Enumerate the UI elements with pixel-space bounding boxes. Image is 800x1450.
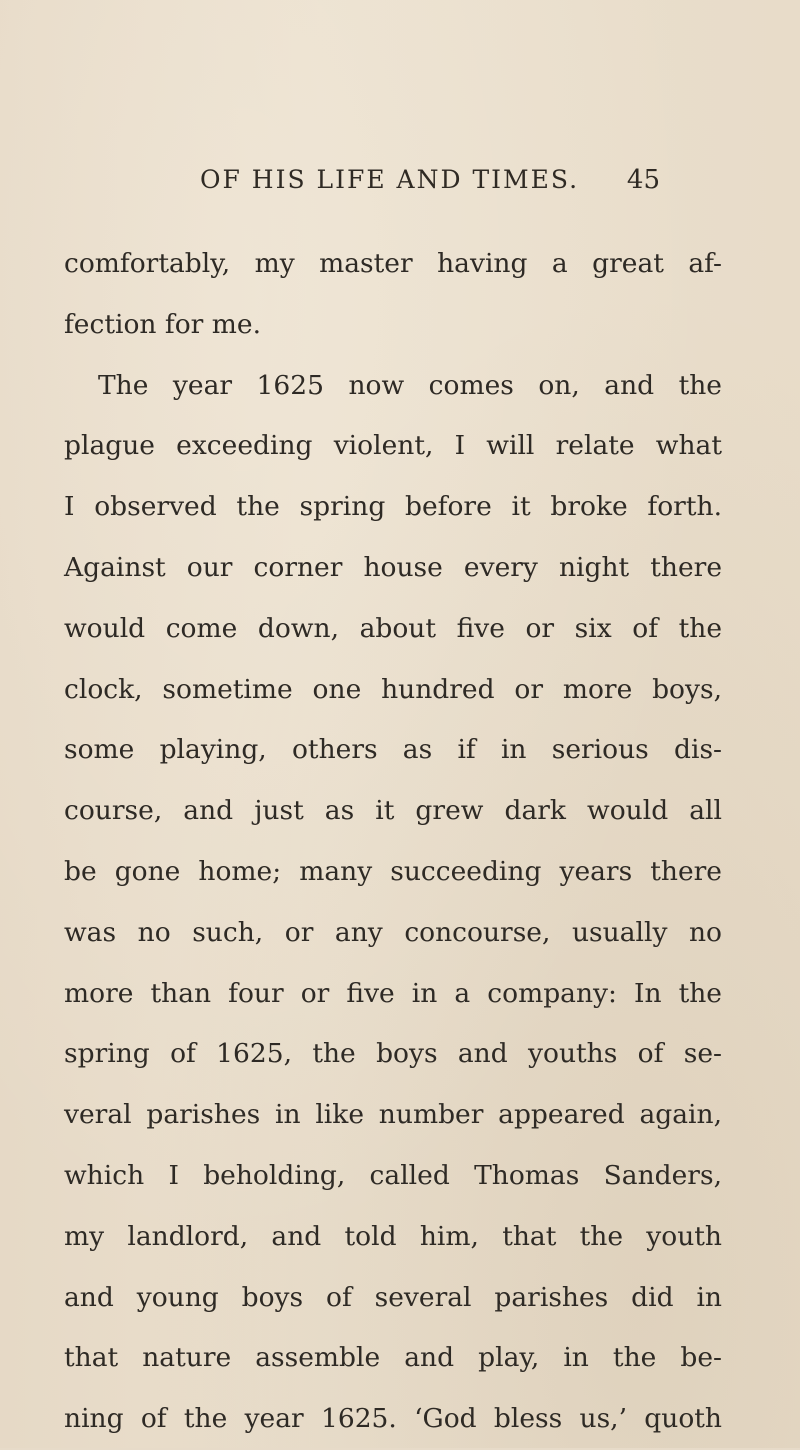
text-line: would come down, about five or six of the xyxy=(64,612,722,644)
text-line: that nature assemble and play, in the be- xyxy=(64,1342,722,1374)
page-header xyxy=(200,165,660,205)
text-line: which I beholding, called Thomas Sanders, xyxy=(64,1159,722,1191)
text-line: The year 1625 now comes on, and the xyxy=(98,369,722,401)
text-line: clock, sometime one hundred or more boys, xyxy=(64,673,722,705)
text-line: Against our corner house every night there xyxy=(64,551,722,583)
text-line: spring of 1625, the boys and youths of se- xyxy=(64,1038,722,1070)
text-line: comfortably, my master having a great af- xyxy=(64,248,722,279)
text-line: be gone home; many succeeding years there xyxy=(64,855,722,887)
body-text xyxy=(64,234,722,1450)
text-line: some playing, others as if in serious dis- xyxy=(64,734,722,766)
page-number: 45 xyxy=(626,165,660,195)
running-head: OF HIS LIFE AND TIMES. xyxy=(200,165,580,194)
text-line: and young boys of several parishes did in xyxy=(64,1281,722,1313)
text-line: I observed the spring before it broke forth. xyxy=(64,491,722,523)
text-line: plague exceeding violent, I will relate what xyxy=(64,430,722,462)
text-line: course, and just as it grew dark would all xyxy=(64,795,722,827)
text-line: my landlord, and told him, that the youth xyxy=(64,1220,722,1252)
text-line: fection for me. xyxy=(64,308,261,340)
text-line: was no such, or any concourse, usually no xyxy=(64,916,722,948)
text-line: veral parishes in like number appeared again, xyxy=(64,1099,722,1131)
text-line: ning of the year 1625. ‘God bless us,’ quoth xyxy=(64,1403,722,1435)
text-line: more than four or five in a company: In the xyxy=(64,977,722,1009)
